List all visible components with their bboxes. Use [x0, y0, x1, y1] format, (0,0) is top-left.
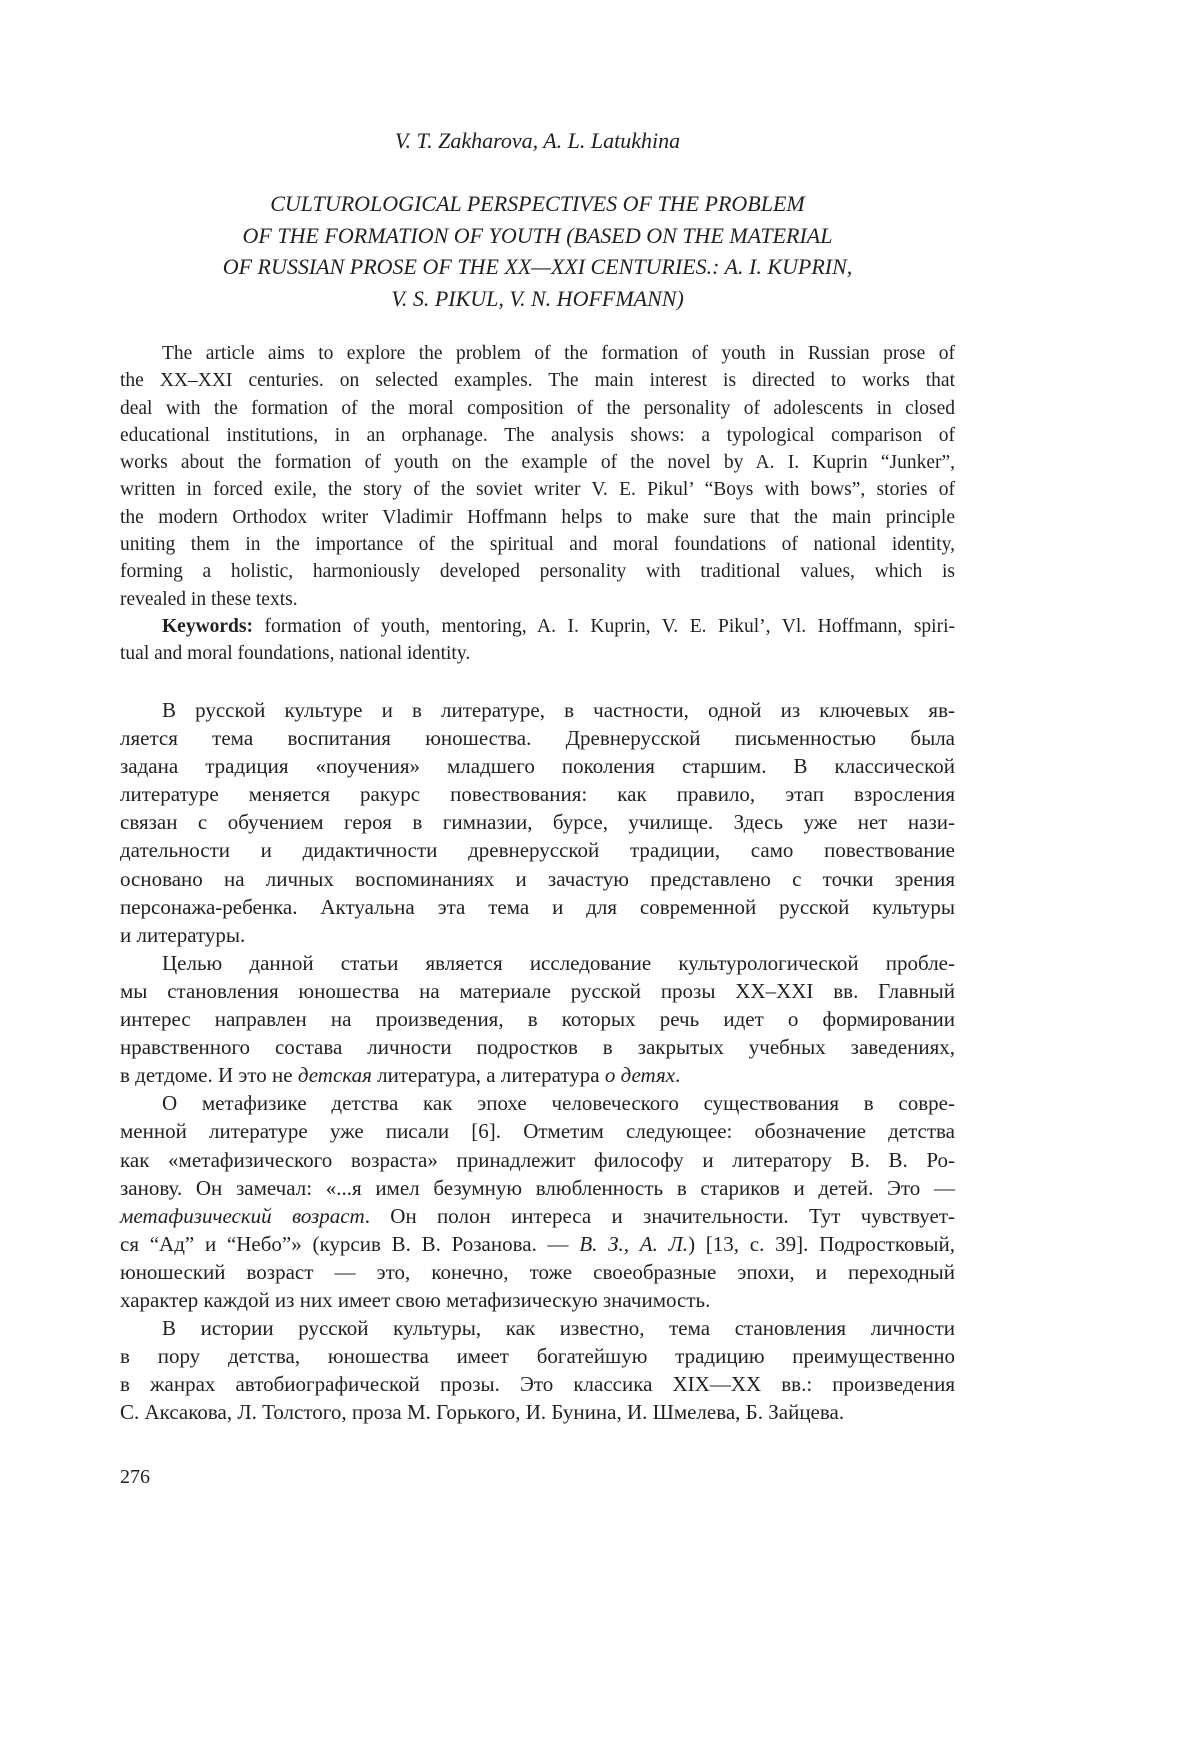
text-segment: . Он полон интереса и значительности. Тут чувствует- — [365, 1204, 955, 1228]
text-line: и литературы. — [120, 921, 955, 949]
text-line — [120, 1202, 955, 1230]
text-line: менной литературе уже писали [6]. Отметим следующее: обозначение детства — [120, 1117, 955, 1145]
paragraph — [120, 949, 955, 1089]
text-line: в пору детства, юношества имеет богатейшую традицию преимущественно — [120, 1342, 955, 1370]
title-line: V. S. PIKUL, V. N. HOFFMANN) — [0, 283, 1075, 315]
italic-text: метафизический возраст — [120, 1204, 365, 1228]
text-segment: formation of youth, mentoring, A. I. Kuprin, V. E. Pikul’, Vl. Hoffmann, spiri- — [253, 616, 955, 637]
italic-text: детская — [298, 1063, 372, 1087]
text-line: forming a holistic, harmoniously developed personality with traditional values, which is — [120, 558, 955, 585]
title-line: OF RUSSIAN PROSE OF THE XX—XXI CENTURIES.: A. I. KUPRIN, — [0, 251, 1075, 283]
text-segment: литература, а литература — [372, 1063, 605, 1087]
title-line: CULTUROLOGICAL PERSPECTIVES OF THE PROBLEM — [0, 188, 1075, 220]
text-line: персонажа-ребенка. Актуальна эта тема и для современной русской культуры — [120, 893, 955, 921]
article-title — [0, 188, 1075, 314]
text-line: ляется тема воспитания юношества. Древнерусской письменностью была — [120, 724, 955, 752]
text-line: нравственного состава личности подростков в закрытых учебных заведениях, — [120, 1033, 955, 1061]
text-line: revealed in these texts. — [120, 586, 955, 613]
text-segment: в детдоме. И это не — [120, 1063, 298, 1087]
text-line: written in forced exile, the story of the soviet writer V. E. Pikul’ “Boys with bows”, stories of — [120, 476, 955, 503]
text-line: характер каждой из них имеет свою метафизическую значимость. — [120, 1286, 955, 1314]
text-line: в жанрах автобиографической прозы. Это классика XIX—XX вв.: произведения — [120, 1370, 955, 1398]
text-line: educational institutions, in an orphanage. The analysis shows: a typological comparison of — [120, 422, 955, 449]
text-line: Целью данной статьи является исследование культурологической пробле- — [120, 949, 955, 977]
title-line: OF THE FORMATION OF YOUTH (BASED ON THE MATERIAL — [0, 220, 1075, 252]
italic-text: В. З., А. Л. — [579, 1232, 688, 1256]
text-segment: . — [675, 1063, 680, 1087]
italic-text: о детях — [605, 1063, 675, 1087]
text-line — [120, 613, 955, 640]
authors: V. T. Zakharova, A. L. Latukhina — [0, 128, 1075, 154]
text-line: the XX–XXI centuries. on selected examples. The main interest is directed to works that — [120, 367, 955, 394]
paragraph — [120, 613, 955, 668]
text-line: В истории русской культуры, как известно, тема становления личности — [120, 1314, 955, 1342]
text-line: дательности и дидактичности древнерусской традиции, само повествование — [120, 836, 955, 864]
paragraph — [120, 1314, 955, 1426]
text-line: интерес направлен на произведения, в которых речь идет о формировании — [120, 1005, 955, 1033]
text-line: занову. Он замечал: «...я имел безумную влюбленность в стариков и детей. Это — — [120, 1174, 955, 1202]
page-number: 276 — [120, 1466, 150, 1489]
text-line: мы становления юношества на материале русской прозы XX–XXI вв. Главный — [120, 977, 955, 1005]
text-line: deal with the formation of the moral composition of the personality of adolescents in closed — [120, 395, 955, 422]
paragraph — [120, 1089, 955, 1314]
text-line: The article aims to explore the problem of the formation of youth in Russian prose of — [120, 340, 955, 367]
abstract — [120, 340, 955, 668]
text-line: tual and moral foundations, national identity. — [120, 640, 955, 667]
text-line: основано на личных воспоминаниях и зачастую представлено с точки зрения — [120, 865, 955, 893]
text-line: the modern Orthodox writer Vladimir Hoffmann helps to make sure that the main principle — [120, 504, 955, 531]
text-line: как «метафизического возраста» принадлежит философу и литератору В. В. Ро- — [120, 1146, 955, 1174]
paragraph — [120, 696, 955, 949]
text-segment: ся “Ад” и “Небо”» (курсив В. В. Розанова. — — [120, 1232, 579, 1256]
keywords-label: Keywords: — [162, 616, 253, 637]
paragraph — [120, 340, 955, 613]
text-line — [120, 1230, 955, 1258]
text-line: uniting them in the importance of the spiritual and moral foundations of national identity, — [120, 531, 955, 558]
text-line: задана традиция «поучения» младшего поколения старшим. В классической — [120, 752, 955, 780]
text-line: О метафизике детства как эпохе человеческого существования в совре- — [120, 1089, 955, 1117]
text-line: юношеский возраст — это, конечно, тоже своеобразные эпохи, и переходный — [120, 1258, 955, 1286]
text-segment: ) [13, с. 39]. Подростковый, — [688, 1232, 955, 1256]
text-line: литературе меняется ракурс повествования: как правило, этап взросления — [120, 780, 955, 808]
text-line: С. Аксакова, Л. Толстого, проза М. Горького, И. Бунина, И. Шмелева, Б. Зайцева. — [120, 1398, 955, 1426]
text-line: works about the formation of youth on the example of the novel by A. I. Kuprin “Junker”, — [120, 449, 955, 476]
text-line: связан с обучением героя в гимназии, бурсе, училище. Здесь уже нет нази- — [120, 808, 955, 836]
text-line: В русской культуре и в литературе, в частности, одной из ключевых яв- — [120, 696, 955, 724]
text-line — [120, 1061, 955, 1089]
article-body — [120, 696, 955, 1426]
